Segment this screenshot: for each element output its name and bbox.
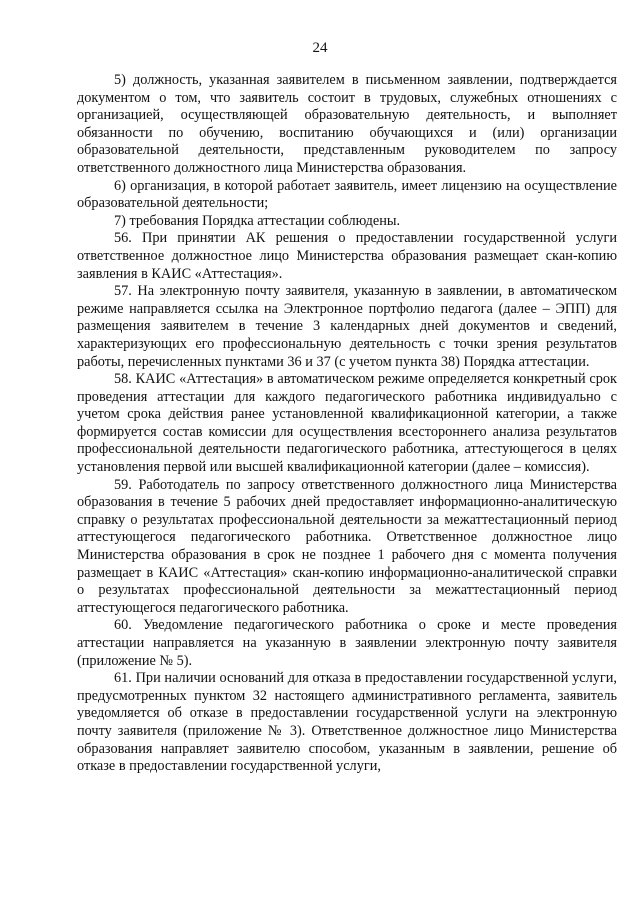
document-body	[77, 72, 617, 776]
paragraph-59: 59. Работодатель по запросу ответственного должностного лица Министерства образования в течение 5 рабочих дней предоставляет информационно-аналитическую справку о результатах профессиональной деятельности за межаттестационный период аттестующегося педагогического работника. Ответственное должностное лицо Министерства образования в срок не позднее 1 рабочего дня с момента получения размещает в КАИС «Аттестация» скан-копию информационно-аналитической справки о результатах профессиональной деятельности за межаттестационный период аттестующегося педагогического работника.	[77, 476, 617, 616]
paragraph-56: 56. При принятии АК решения о предоставлении государственной услуги ответственное должностное лицо Министерства образования размещает скан-копию заявления в КАИС «Аттестация».	[77, 230, 617, 282]
paragraph-item-5: 5) должность, указанная заявителем в письменном заявлении, подтверждается документом о том, что заявитель состоит в трудовых, служебных отношениях с организацией, осуществляющей образовательную деятельность, и выполняет обязанности по обучению, воспитанию обучающихся и (или) организации образовательной деятельности, представленным руководителем по запросу ответственного должностного лица Министерства образования.	[77, 72, 617, 176]
paragraph-item-7: 7) требования Порядка аттестации соблюдены.	[114, 212, 401, 229]
paragraph-60: 60. Уведомление педагогического работника о сроке и месте проведения аттестации направляется на указанную в заявлении электронную почту заявителя (приложение № 5).	[77, 617, 617, 669]
paragraph-61: 61. При наличии оснований для отказа в предоставлении государственной услуги, предусмотренных пунктом 32 настоящего административного регламента, заявитель уведомляется об отказе в предоставлении государственной услуги на электронную почту заявителя (приложение № 3). Ответственное должностное лицо Министерства образования направляет заявителю способом, указанным в заявлении, решение об отказе в предоставлении государственной услуги,	[77, 670, 617, 775]
page-number: 24	[312, 40, 328, 56]
paragraph-item-6: 6) организация, в которой работает заявитель, имеет лицензию на осуществление образовательной деятельности;	[77, 177, 617, 212]
paragraph-57: 57. На электронную почту заявителя, указанную в заявлении, в автоматическом режиме направляется ссылка на Электронное портфолио педагога (далее – ЭПП) для размещения заявителем в течение 3 календарных дней документов и сведений, характеризующих его профессиональную деятельность с точки зрения результатов работы, перечисленных пунктами 36 и 37 (с учетом пункта 38) Порядка аттестации.	[77, 283, 617, 370]
paragraph-58: 58. КАИС «Аттестация» в автоматическом режиме определяется конкретный срок проведения аттестации для каждого педагогического работника индивидуально с учетом срока действия ранее установленной квалификационной категории, а также формируется состав комиссии для осуществления всестороннего анализа результатов профессиональной деятельности педагогического работника, аттестующегося в целях установления первой или высшей квалификационной категории (далее – комиссия).	[77, 371, 617, 476]
